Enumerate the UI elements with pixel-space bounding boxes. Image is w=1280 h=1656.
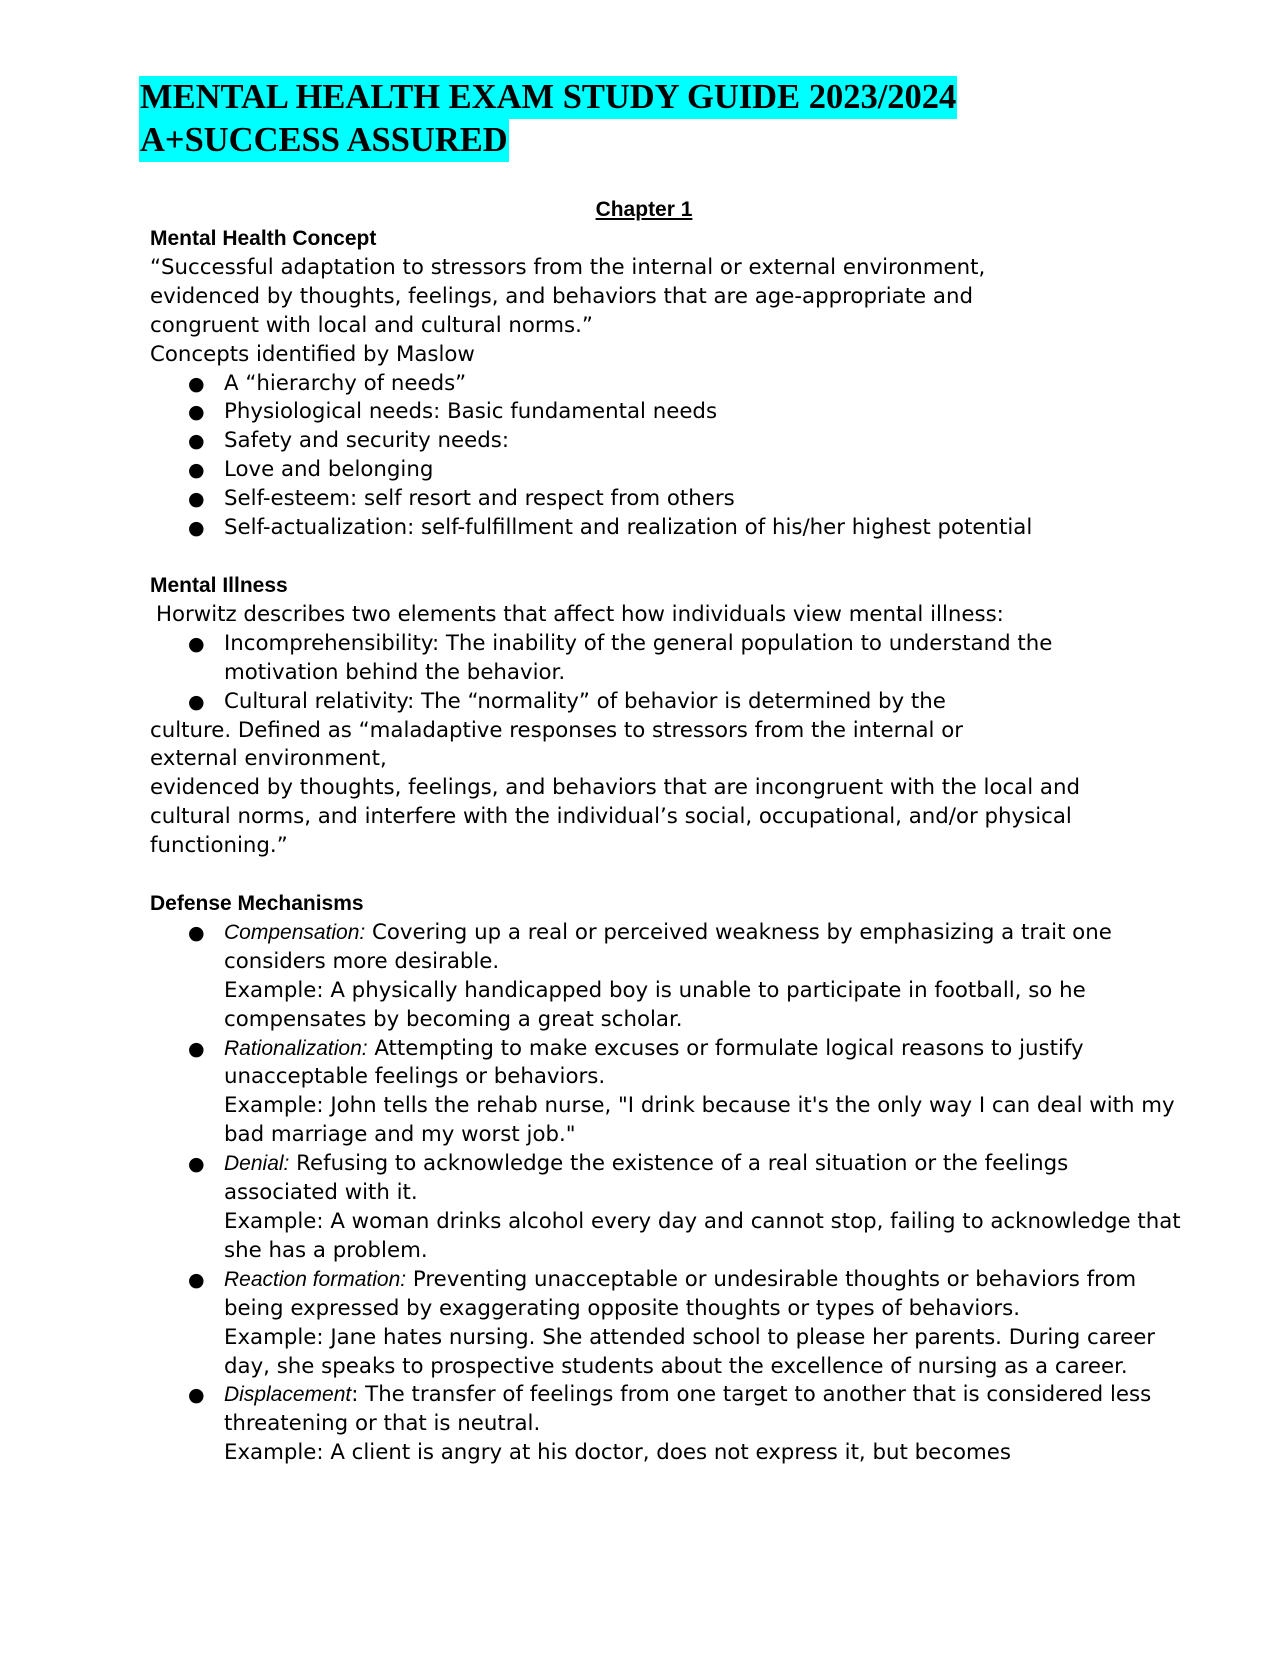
definition: : The transfer of feelings from one target to another that is considered less threatening or that is neutral. xyxy=(224,1382,1152,1437)
list-item xyxy=(224,1381,1184,1468)
term: Compensation: xyxy=(224,920,366,944)
defense-mechanisms-list xyxy=(150,919,1184,1468)
definition: Attempting to make excuses or formulate logical reasons to justify unacceptable feelings or behaviors. xyxy=(224,1035,1084,1090)
list-item xyxy=(224,1266,1184,1382)
mental-illness-heading: Mental Illness xyxy=(150,573,288,597)
list-item: ● Cultural relativity: The “normality” of behavior is determined by the xyxy=(224,688,1094,717)
title-line-2: A+SUCCESS ASSURED xyxy=(139,119,509,162)
document-title xyxy=(139,76,957,162)
document-body xyxy=(150,225,1181,1468)
term: Reaction formation: xyxy=(224,1267,407,1291)
definition: Preventing unacceptable or undesirable thoughts or behaviors from being expressed by exaggerating opposite thoughts or types of behaviors. xyxy=(224,1266,1137,1321)
mental-health-definition: “Successful adaptation to stressors from the internal or external environment, evidenced by thoughts, feelings, and behaviors that are age-appropriate and congruent with local and cultural norms.” xyxy=(150,254,986,338)
list-item: ● Self-actualization: self-fulfillment and realization of his/her highest potential xyxy=(224,514,1160,543)
list-item: ● Incomprehensibility: The inability of the general population to understand the motivation behind the behavior. xyxy=(224,630,1094,688)
example: Example: Jane hates nursing. She attended school to please her parents. During career day, she speaks to prospective students about the excellence of nursing as a career. xyxy=(224,1324,1156,1379)
list-item xyxy=(224,919,1184,1035)
example: Example: A physically handicapped boy is unable to participate in football, so he compensates by becoming a great scholar. xyxy=(224,977,1086,1032)
list-item: ● Physiological needs: Basic fundamental needs xyxy=(224,398,1160,427)
horwitz-intro: Horwitz describes two elements that affect how individuals view mental illness: xyxy=(156,601,1004,627)
list-item: ● Love and belonging xyxy=(224,456,1160,485)
list-item xyxy=(224,1035,1184,1151)
defense-mechanisms-heading: Defense Mechanisms xyxy=(150,892,364,916)
example: Example: A woman drinks alcohol every day and cannot stop, failing to acknowledge that she has a problem. xyxy=(224,1209,1181,1263)
example: Example: John tells the rehab nurse, "I drink because it's the only way I can deal with my bad marriage and my worst job." xyxy=(224,1093,1175,1148)
maslow-intro: Concepts identified by Maslow xyxy=(150,341,475,367)
mental-illness-definition: culture. Defined as “maladaptive responses to stressors from the internal or external environment, xyxy=(150,717,963,772)
list-item: ● Safety and security needs: xyxy=(224,427,1160,456)
term: Displacement xyxy=(224,1383,352,1407)
term: Rationalization: xyxy=(224,1036,368,1060)
definition: Covering up a real or perceived weakness by emphasizing a trait one considers more desirable. xyxy=(224,919,1112,974)
title-line-1: MENTAL HEALTH EXAM STUDY GUIDE 2023/2024 xyxy=(139,76,957,119)
list-item: ● Self-esteem: self resort and respect from others xyxy=(224,485,1160,514)
term: Denial: xyxy=(224,1152,290,1176)
example: Example: A client is angry at his doctor, does not express it, but becomes xyxy=(224,1440,1011,1466)
definition: Refusing to acknowledge the existence of a real situation or the feelings associated with it. xyxy=(224,1151,1069,1206)
chapter-heading: Chapter 1 xyxy=(595,198,693,221)
list-item: ● A “hierarchy of needs” xyxy=(224,370,1160,399)
maslow-list xyxy=(150,370,1160,543)
list-item xyxy=(224,1150,1184,1266)
mental-illness-definition-cont: evidenced by thoughts, feelings, and behaviors that are incongruent with the local and cultural norms, and interfere with the individual’s social, occupational, and/or physical functioning.” xyxy=(150,775,1080,859)
horwitz-list xyxy=(150,630,1094,717)
mental-health-concept-heading: Mental Health Concept xyxy=(150,227,377,250)
